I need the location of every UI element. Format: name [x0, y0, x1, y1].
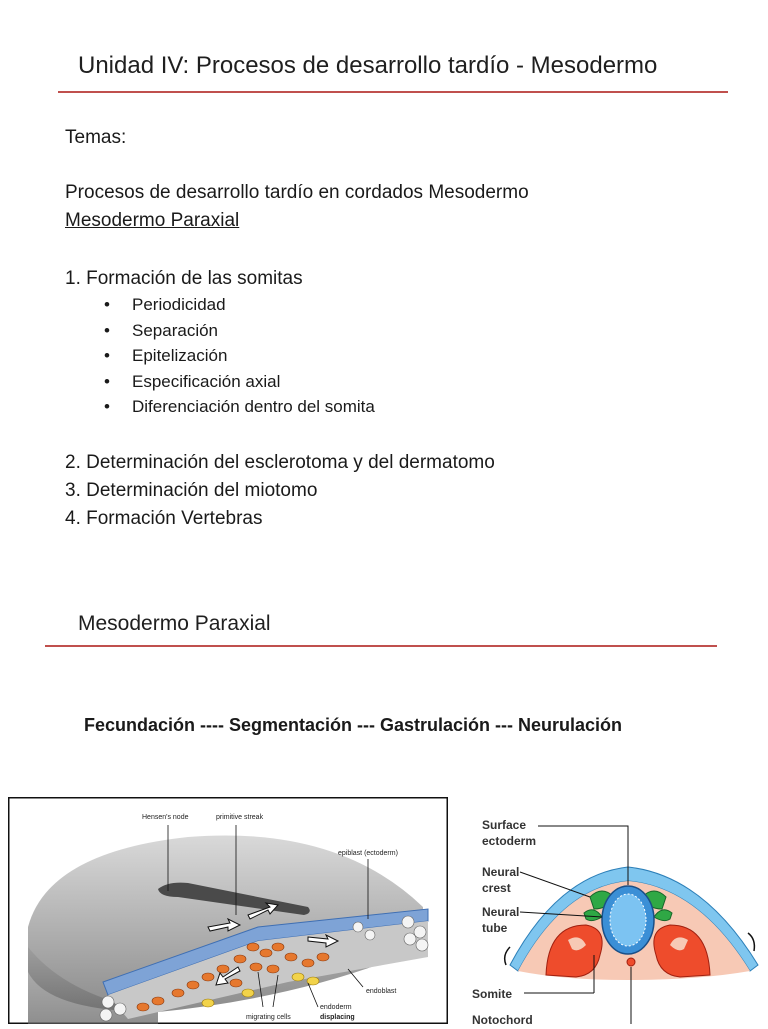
- somite-subtopics-list: [104, 292, 375, 420]
- fold-arrow-icon: [505, 947, 510, 965]
- slide1-title: Unidad IV: Procesos de desarrollo tardío - Mesodermo: [78, 52, 658, 79]
- label-ectoderm: ectoderm: [482, 834, 537, 848]
- label-surface: Surface: [482, 818, 527, 832]
- gastrulation-diagram: [8, 797, 448, 1024]
- notochord: [627, 958, 635, 966]
- neurulation-diagram: [468, 805, 768, 1024]
- slide2-title: Mesodermo Paraxial: [78, 612, 271, 635]
- subtopic-heading: Mesodermo Paraxial: [65, 210, 240, 231]
- label-migrating-cells: migrating cells: [246, 1014, 291, 1021]
- topic-item-3: 3. Determinación del miotomo: [65, 480, 318, 501]
- label-epiblast: epiblast (ectoderm): [338, 850, 398, 857]
- label-notochord: Notochord: [472, 1013, 533, 1024]
- label-primitive-streak: primitive streak: [216, 814, 264, 821]
- topic-item-4: 4. Formación Vertebras: [65, 508, 263, 529]
- label-endoblast: endoblast: [366, 988, 397, 995]
- label-endoderm: endoderm: [320, 1004, 352, 1011]
- temas-label: Temas:: [65, 127, 127, 148]
- development-sequence: Fecundación ---- Segmentación --- Gastrulación --- Neurulación: [84, 715, 623, 735]
- label-neural-tube-1: Neural: [482, 905, 520, 919]
- slide1-title-rule: [58, 91, 728, 93]
- intro-line: Procesos de desarrollo tardío en cordados Mesodermo: [65, 182, 529, 203]
- neurulation-figure: [468, 805, 768, 1024]
- topic-item-1: 1. Formación de las somitas: [65, 268, 303, 289]
- topic-item-2: 2. Determinación del esclerotoma y del dermatomo: [65, 452, 495, 473]
- label-hensens-node: Hensen's node: [142, 814, 189, 821]
- slide2-title-rule: [45, 645, 717, 647]
- label-somite: Somite: [472, 987, 513, 1001]
- list-item: • Diferenciación dentro del somita: [104, 397, 375, 416]
- label-neural-crest-1: Neural: [482, 865, 520, 879]
- list-item: • Periodicidad: [104, 295, 226, 314]
- label-neural-crest-2: crest: [482, 881, 511, 895]
- label-displacing: displacing: [320, 1014, 355, 1021]
- list-item: • Epitelización: [104, 346, 228, 365]
- gastrulation-figure: [8, 797, 448, 1024]
- list-item: • Especificación axial: [104, 371, 281, 391]
- label-neural-tube-2: tube: [482, 921, 508, 935]
- fold-arrow-icon: [748, 933, 754, 951]
- list-item: • Separación: [104, 320, 219, 340]
